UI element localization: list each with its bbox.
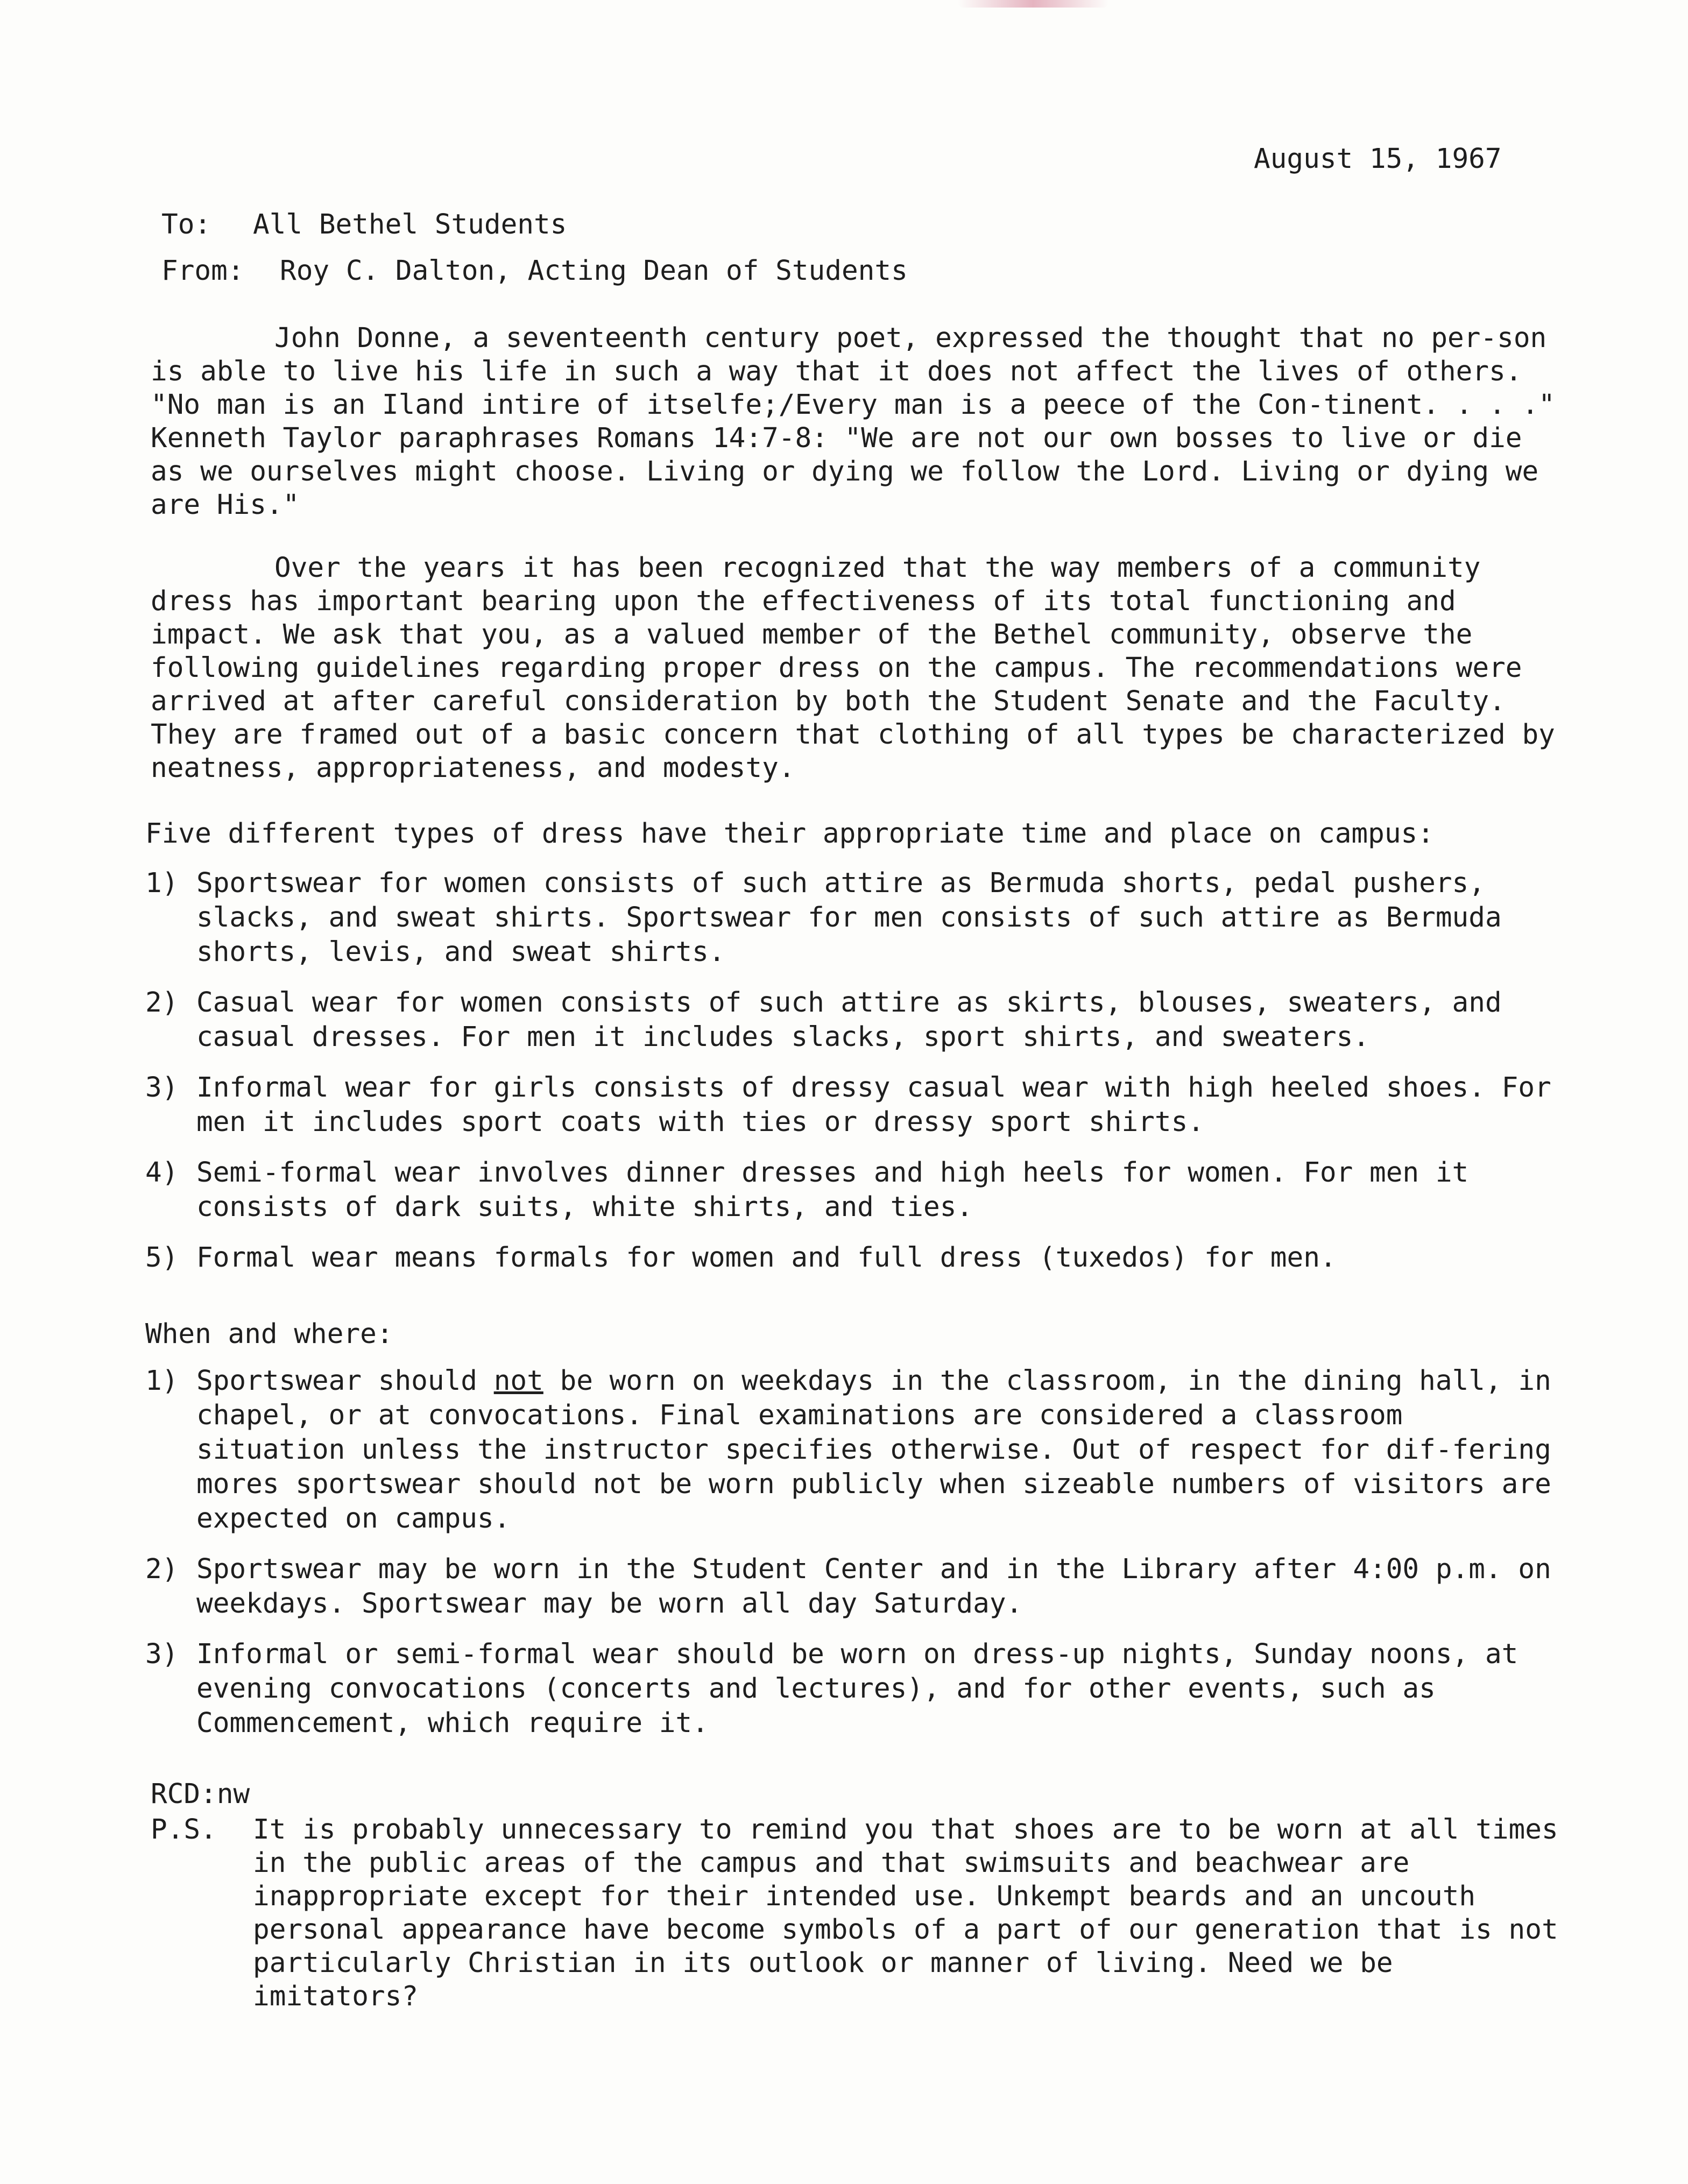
list-text: Sportswear may be worn in the Student Center and in the Library after 4:00 p.m. on weekdays. Sportswear may be worn all day Saturday.: [196, 1553, 1551, 1620]
from-label: From:: [161, 255, 244, 287]
when-where-list: [145, 1364, 1566, 1757]
list-item: [145, 1364, 1566, 1536]
dress-types-list: [145, 866, 1566, 1291]
list-text: Casual wear for women consists of such attire as skirts, blouses, sweaters, and casual dresses. For men it includes slacks, sport shirts, and sweaters.: [196, 987, 1502, 1053]
underlined-not: not: [493, 1365, 543, 1397]
when-where-heading: When and where:: [145, 1318, 393, 1350]
memo-date: August 15, 1967: [1254, 143, 1502, 175]
list-number: 4): [145, 1157, 179, 1189]
to-value: All Bethel Students: [253, 209, 567, 241]
list-text: Informal wear for girls consists of dressy casual wear with high heeled shoes. For men it includes sport coats with ties or dressy sport shirts.: [196, 1072, 1551, 1138]
postscript: [151, 1813, 1560, 2013]
list-text: Formal wear means formals for women and full dress (tuxedos) for men.: [196, 1242, 1337, 1274]
paragraph-community: Over the years it has been recognized that the way members of a community dress has important bearing upon the effectiveness of its total functioning and impact. We ask that you, as a valued member of the Bethel community, observe the following guidelines regarding proper dress on the campus. The recommendations were arrived at after careful consideration by both the Student Senate and the Faculty. They are framed out of a basic concern that clothing of all types be characterized by neatness, appropriateness, and modesty.: [151, 552, 1555, 784]
memo-to-line: [161, 209, 567, 241]
memo-from-line: [161, 255, 908, 287]
list-item: [145, 1637, 1566, 1741]
dress-types-heading: Five different types of dress have their appropriate time and place on campus:: [145, 818, 1434, 850]
list-item: [145, 986, 1566, 1055]
ps-text: It is probably unnecessary to remind you that shoes are to be worn at all times in the public areas of the campus and that swimsuits and beachwear are inappropriate except for their intended use. Unkempt beards and an uncouth personal appearance have become symbols of a part of our generation that is not particularly Christian in its outlook or manner of living. Need we be imitators?: [253, 1814, 1558, 2012]
from-value: Roy C. Dalton, Acting Dean of Students: [280, 255, 908, 287]
list-text: Informal or semi-formal wear should be worn on dress-up nights, Sunday noons, at evening convocations (concerts and lectures), and for other events, such as Commencement, which require it.: [196, 1638, 1519, 1739]
guidelines-paragraph: [151, 552, 1560, 785]
typist-initials: RCD:nw: [151, 1778, 250, 1810]
list-number: 3): [145, 1638, 179, 1670]
list-number: 1): [145, 1365, 179, 1397]
list-item: [145, 1552, 1566, 1621]
list-text-after: be worn on weekdays in the classroom, in the dining hall, in chapel, or at convocations. Final examinations are considered a classroom situation unless the instructor specifies otherwise. Out of respect for dif-fering mores sportswear should not be worn publicly when sizeable numbers of visitors are expected on campus.: [196, 1365, 1551, 1535]
list-item: [145, 866, 1566, 970]
ink-smudge: [958, 0, 1108, 8]
list-number: 1): [145, 867, 179, 899]
paragraph-donne: John Donne, a seventeenth century poet, expressed the thought that no per-son is able to live his life in such a way that it does not affect the lives of others. "No man is an Iland intire of itselfe;/Every man is a peece of the Con-tinent. . . ." Kenneth Taylor paraphrases Romans 14:7-8: "We are not our own bosses to live or die as we ourselves might choose. Living or dying we follow the Lord. Living or dying we are His.": [151, 322, 1555, 521]
list-number: 5): [145, 1242, 179, 1274]
list-item: [145, 1071, 1566, 1140]
list-number: 2): [145, 987, 179, 1019]
list-item: [145, 1156, 1566, 1225]
intro-paragraph: [151, 322, 1560, 522]
list-text: Semi-formal wear involves dinner dresses and high heels for women. For men it consists of dark suits, white shirts, and ties.: [196, 1157, 1469, 1223]
list-number: 2): [145, 1553, 179, 1585]
list-text: Sportswear for women consists of such attire as Bermuda shorts, pedal pushers, slacks, and sweat shirts. Sportswear for men consists of such attire as Bermuda shorts, levis, and sweat shirts.: [196, 867, 1502, 968]
list-text-before: Sportswear should: [196, 1365, 494, 1397]
to-label: To:: [161, 209, 211, 241]
list-number: 3): [145, 1072, 179, 1104]
list-item: [145, 1241, 1566, 1275]
ps-label: P.S.: [151, 1814, 217, 1846]
